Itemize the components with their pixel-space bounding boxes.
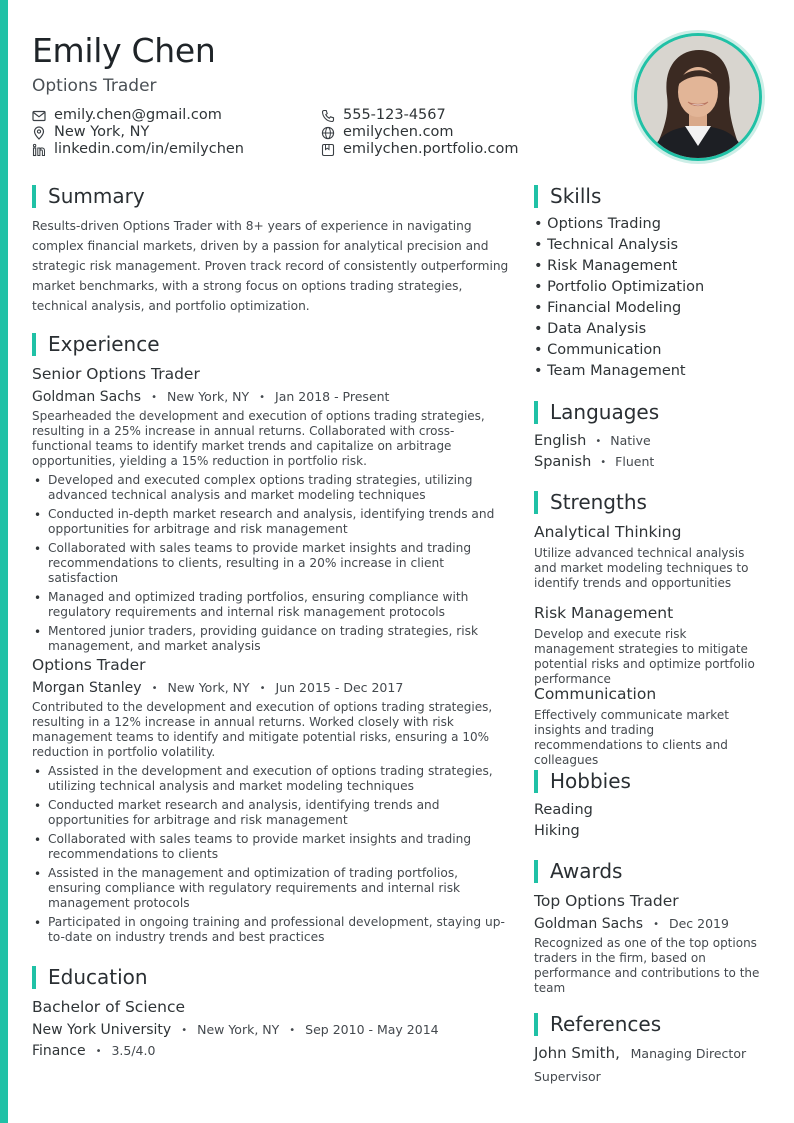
award-title: Top Options Trader: [534, 892, 679, 910]
list-item: • Assisted in the development and execution of options trading strategies, utilizing technical analysis and market modeling techniques: [32, 764, 512, 794]
separator-dot: •: [595, 436, 602, 447]
list-item: • Assisted in the management and optimization of trading portfolios, ensuring compliance with regulatory requirements and internal risk management protocols: [32, 866, 512, 911]
mail-icon: [32, 109, 46, 123]
accent-bar: [0, 0, 8, 1123]
separator-dot: •: [259, 392, 266, 403]
job-bullets: [32, 764, 512, 949]
language-row: [534, 453, 654, 472]
heading-accent: [534, 1013, 538, 1036]
job-description: Contributed to the development and execution of options trading strategies, resulting in a 12% increase in annual returns. Worked closely with risk management teams to identify and mitigate potential risks, ensuring a 10% reduction in portfolio volatility.: [32, 700, 493, 759]
education-heading-label: Education: [48, 965, 148, 989]
strength-title: Analytical Thinking: [534, 523, 682, 541]
school-name: New York University: [32, 1022, 172, 1038]
references-heading-label: References: [550, 1012, 662, 1036]
job-meta: [32, 679, 403, 697]
heading-accent: [32, 185, 36, 208]
job-location: New York, NY: [166, 389, 250, 404]
degree: Bachelor of Science: [32, 998, 186, 1016]
hobby-item: Hiking: [534, 823, 580, 839]
separator-dot: •: [181, 1025, 188, 1036]
list-item: • Managed and optimized trading portfolios, ensuring compliance with regulatory requirements and internal risk management protocols: [32, 590, 512, 620]
heading-accent: [32, 333, 36, 356]
location-pin-icon: [32, 126, 46, 140]
languages-heading-label: Languages: [550, 400, 660, 424]
list-item: • Participated in ongoing training and professional development, staying up-to-date on industry trends and best practices: [32, 915, 512, 945]
strength-text: Effectively communicate market insights and trading recommendations to clients and colleagues: [534, 708, 729, 767]
list-item: • Data Analysis: [534, 321, 647, 337]
linkedin-icon: [32, 143, 46, 157]
profile-photo: [634, 33, 762, 161]
contact-location-text: New York, NY: [54, 124, 150, 140]
awards-heading-label: Awards: [550, 859, 623, 883]
separator-dot: •: [151, 392, 157, 403]
reference-relation-row: [534, 1068, 601, 1086]
separator-dot: •: [151, 683, 158, 694]
award-meta: [534, 915, 729, 933]
heading-accent: [534, 185, 538, 208]
heading-accent: [534, 860, 538, 883]
education-dates: Sep 2010 - May 2014: [305, 1022, 439, 1037]
list-item: • Risk Management: [534, 258, 678, 274]
list-item: • Team Management: [534, 363, 686, 379]
language-level: Fluent: [615, 454, 655, 469]
language-row: [534, 432, 651, 451]
skills-heading-label: Skills: [550, 184, 602, 208]
list-item: • Collaborated with sales teams to provide market insights and trading recommendations to clients, resulting in a 20% increase in client satisfaction: [32, 541, 512, 586]
job-dates: Jun 2015 - Dec 2017: [275, 680, 404, 695]
strength-title: Communication: [534, 685, 657, 703]
list-item: • Communication: [534, 342, 662, 358]
list-item: • Options Trading: [534, 216, 661, 232]
separator-dot: •: [653, 919, 659, 930]
list-item: • Conducted in-depth market research and analysis, identifying trends and opportunities for arbitrage and risk management: [32, 507, 512, 537]
list-item: • Financial Modeling: [534, 300, 682, 316]
separator-dot: •: [95, 1046, 102, 1057]
skills-list: [534, 214, 704, 382]
heading-accent: [534, 770, 538, 793]
reference-position: Managing Director: [630, 1046, 747, 1061]
job-bullets: [32, 473, 512, 658]
strength-title: Risk Management: [534, 604, 674, 622]
candidate-name: Emily Chen: [32, 31, 216, 70]
summary-text: Results-driven Options Trader with 8+ years of experience in navigating complex financial markets, driven by a passion for analytical precision and strategic risk management. Proven track record of consistently outperforming market benchmarks, with a strong focus on options trading strategies, technical analysis, and portfolio optimization.: [32, 219, 509, 313]
contact-portfolio-text: emilychen.portfolio.com: [343, 141, 519, 157]
list-item: • Portfolio Optimization: [534, 279, 705, 295]
contact-block: [32, 107, 532, 159]
list-item: • Technical Analysis: [534, 237, 679, 253]
strengths-heading-label: Strengths: [550, 490, 647, 514]
list-item: • Conducted market research and analysis, identifying trends and opportunities for arbitrage and risk management: [32, 798, 512, 828]
hobby-item: Reading: [534, 802, 593, 818]
globe-icon: [321, 126, 335, 140]
portfolio-icon: [321, 143, 335, 157]
award-text: Recognized as one of the top options traders in the firm, based on performance and contributions to the team: [534, 936, 760, 995]
contact-website-text: emilychen.com: [343, 124, 454, 140]
heading-accent: [534, 491, 538, 514]
list-item: • Developed and executed complex options trading strategies, utilizing advanced technical analysis and market modeling techniques: [32, 473, 512, 503]
list-item: • Mentored junior traders, providing guidance on trading strategies, risk management, and market analysis: [32, 624, 512, 654]
reference-name: John Smith,: [534, 1044, 620, 1062]
heading-accent: [534, 401, 538, 424]
phone-icon: [321, 109, 335, 123]
strength-text: Develop and execute risk management strategies to mitigate potential risks and optimize portfolio performance: [534, 627, 755, 686]
reference-relation: Supervisor: [534, 1069, 601, 1084]
gpa: 3.5/4.0: [111, 1043, 156, 1058]
language-name: Spanish: [534, 454, 592, 470]
hobbies-heading-label: Hobbies: [550, 769, 631, 793]
award-date: Dec 2019: [668, 916, 729, 931]
award-org: Goldman Sachs: [534, 916, 644, 932]
language-name: English: [534, 433, 587, 449]
reference-row: [534, 1045, 746, 1062]
contact-linkedin-text: linkedin.com/in/emilychen: [54, 141, 244, 157]
job-location: New York, NY: [167, 680, 250, 695]
candidate-role: Options Trader: [32, 76, 157, 96]
portrait-illustration: [637, 36, 759, 158]
job-company: Morgan Stanley: [32, 680, 142, 696]
separator-dot: •: [259, 683, 266, 694]
job-title: Options Trader: [32, 656, 146, 674]
experience-heading-label: Experience: [48, 332, 160, 356]
summary-heading-label: Summary: [48, 184, 145, 208]
job-dates: Jan 2018 - Present: [275, 389, 390, 404]
strength-text: Utilize advanced technical analysis and market modeling techniques to identify trends and opportunities: [534, 546, 749, 590]
separator-dot: •: [289, 1025, 296, 1036]
job-company: Goldman Sachs: [32, 389, 142, 405]
job-meta: [32, 388, 389, 406]
school-location: New York, NY: [197, 1022, 280, 1037]
field-of-study: Finance: [32, 1043, 86, 1059]
contact-phone-text: 555-123-4567: [343, 107, 446, 123]
separator-dot: •: [600, 457, 607, 468]
job-description: Spearheaded the development and execution of options trading strategies, resulting in a 25% increase in annual returns. Collaborated with cross-functional teams to identify market trends and capitalize on arbitrage opportunities, yielding a 15% reduction in portfolio risk.: [32, 409, 485, 468]
heading-accent: [32, 966, 36, 989]
education-field-meta: [32, 1042, 155, 1060]
contact-email-text: emily.chen@gmail.com: [54, 107, 222, 123]
list-item: • Collaborated with sales teams to provide market insights and trading recommendations to clients: [32, 832, 512, 862]
education-meta: [32, 1021, 439, 1039]
job-title: Senior Options Trader: [32, 365, 200, 383]
language-level: Native: [610, 433, 651, 448]
